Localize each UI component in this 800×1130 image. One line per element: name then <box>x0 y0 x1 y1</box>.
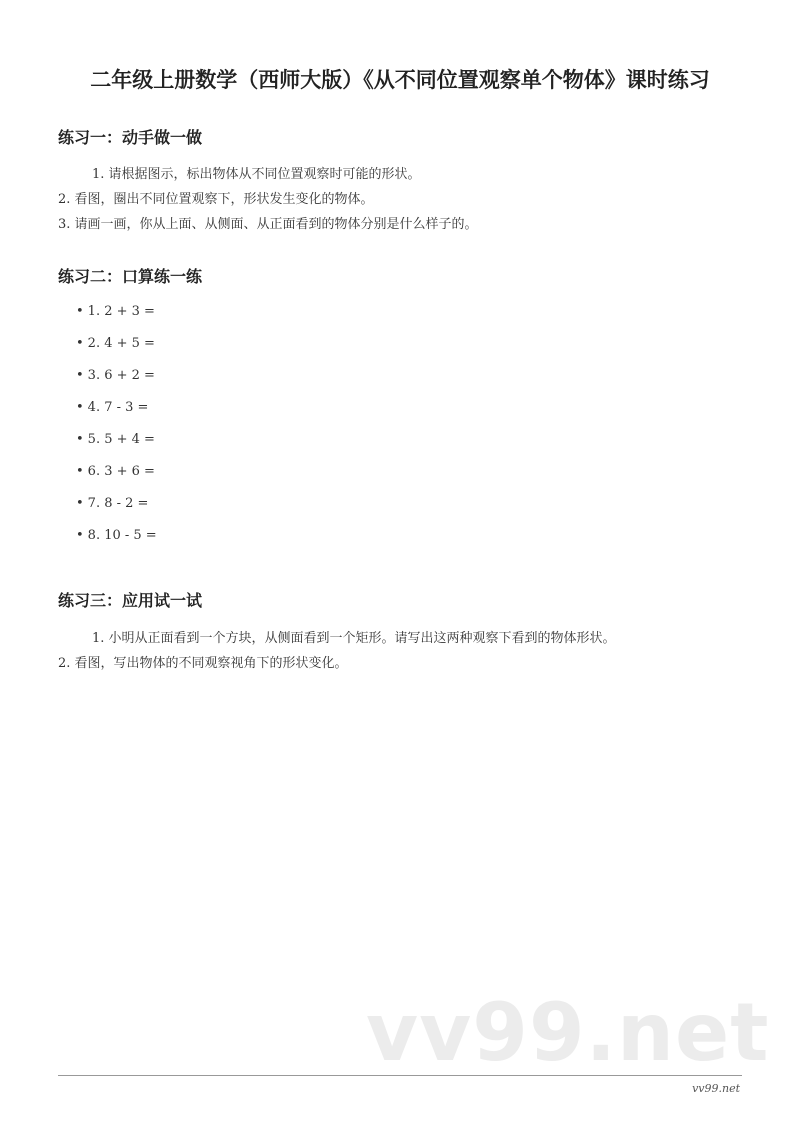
list-item: • 1. 2 + 3 = <box>76 304 155 319</box>
list-item: 1. 请根据图示，标出物体从不同位置观察时可能的形状。 <box>92 167 421 182</box>
watermark: vv99.net <box>366 986 770 1079</box>
list-item: • 5. 5 + 4 = <box>76 432 155 447</box>
footer-divider <box>58 1075 742 1076</box>
list-item: 2. 看图，写出物体的不同观察视角下的形状变化。 <box>58 656 348 671</box>
list-item: • 4. 7 - 3 = <box>76 400 148 415</box>
section-3-heading: 练习三：应用试一试 <box>58 591 203 610</box>
list-item: • 8. 10 - 5 = <box>76 528 157 543</box>
list-item: • 7. 8 - 2 = <box>76 496 148 511</box>
list-item: • 3. 6 + 2 = <box>76 368 155 383</box>
list-item: 1. 小明从正面看到一个方块，从侧面看到一个矩形。请写出这两种观察下看到的物体形状。 <box>92 631 616 646</box>
section-1-heading: 练习一：动手做一做 <box>58 128 203 147</box>
list-item: • 2. 4 + 5 = <box>76 336 155 351</box>
footer-text: vv99.net <box>692 1082 740 1095</box>
list-item: • 6. 3 + 6 = <box>76 464 155 479</box>
page-title: 二年级上册数学（西师大版）《从不同位置观察单个物体》课时练习 <box>90 68 710 92</box>
list-item: 3. 请画一画，你从上面、从侧面、从正面看到的物体分别是什么样子的。 <box>58 217 478 232</box>
section-2-heading: 练习二：口算练一练 <box>58 267 203 286</box>
list-item: 2. 看图，圈出不同位置观察下，形状发生变化的物体。 <box>58 192 374 207</box>
